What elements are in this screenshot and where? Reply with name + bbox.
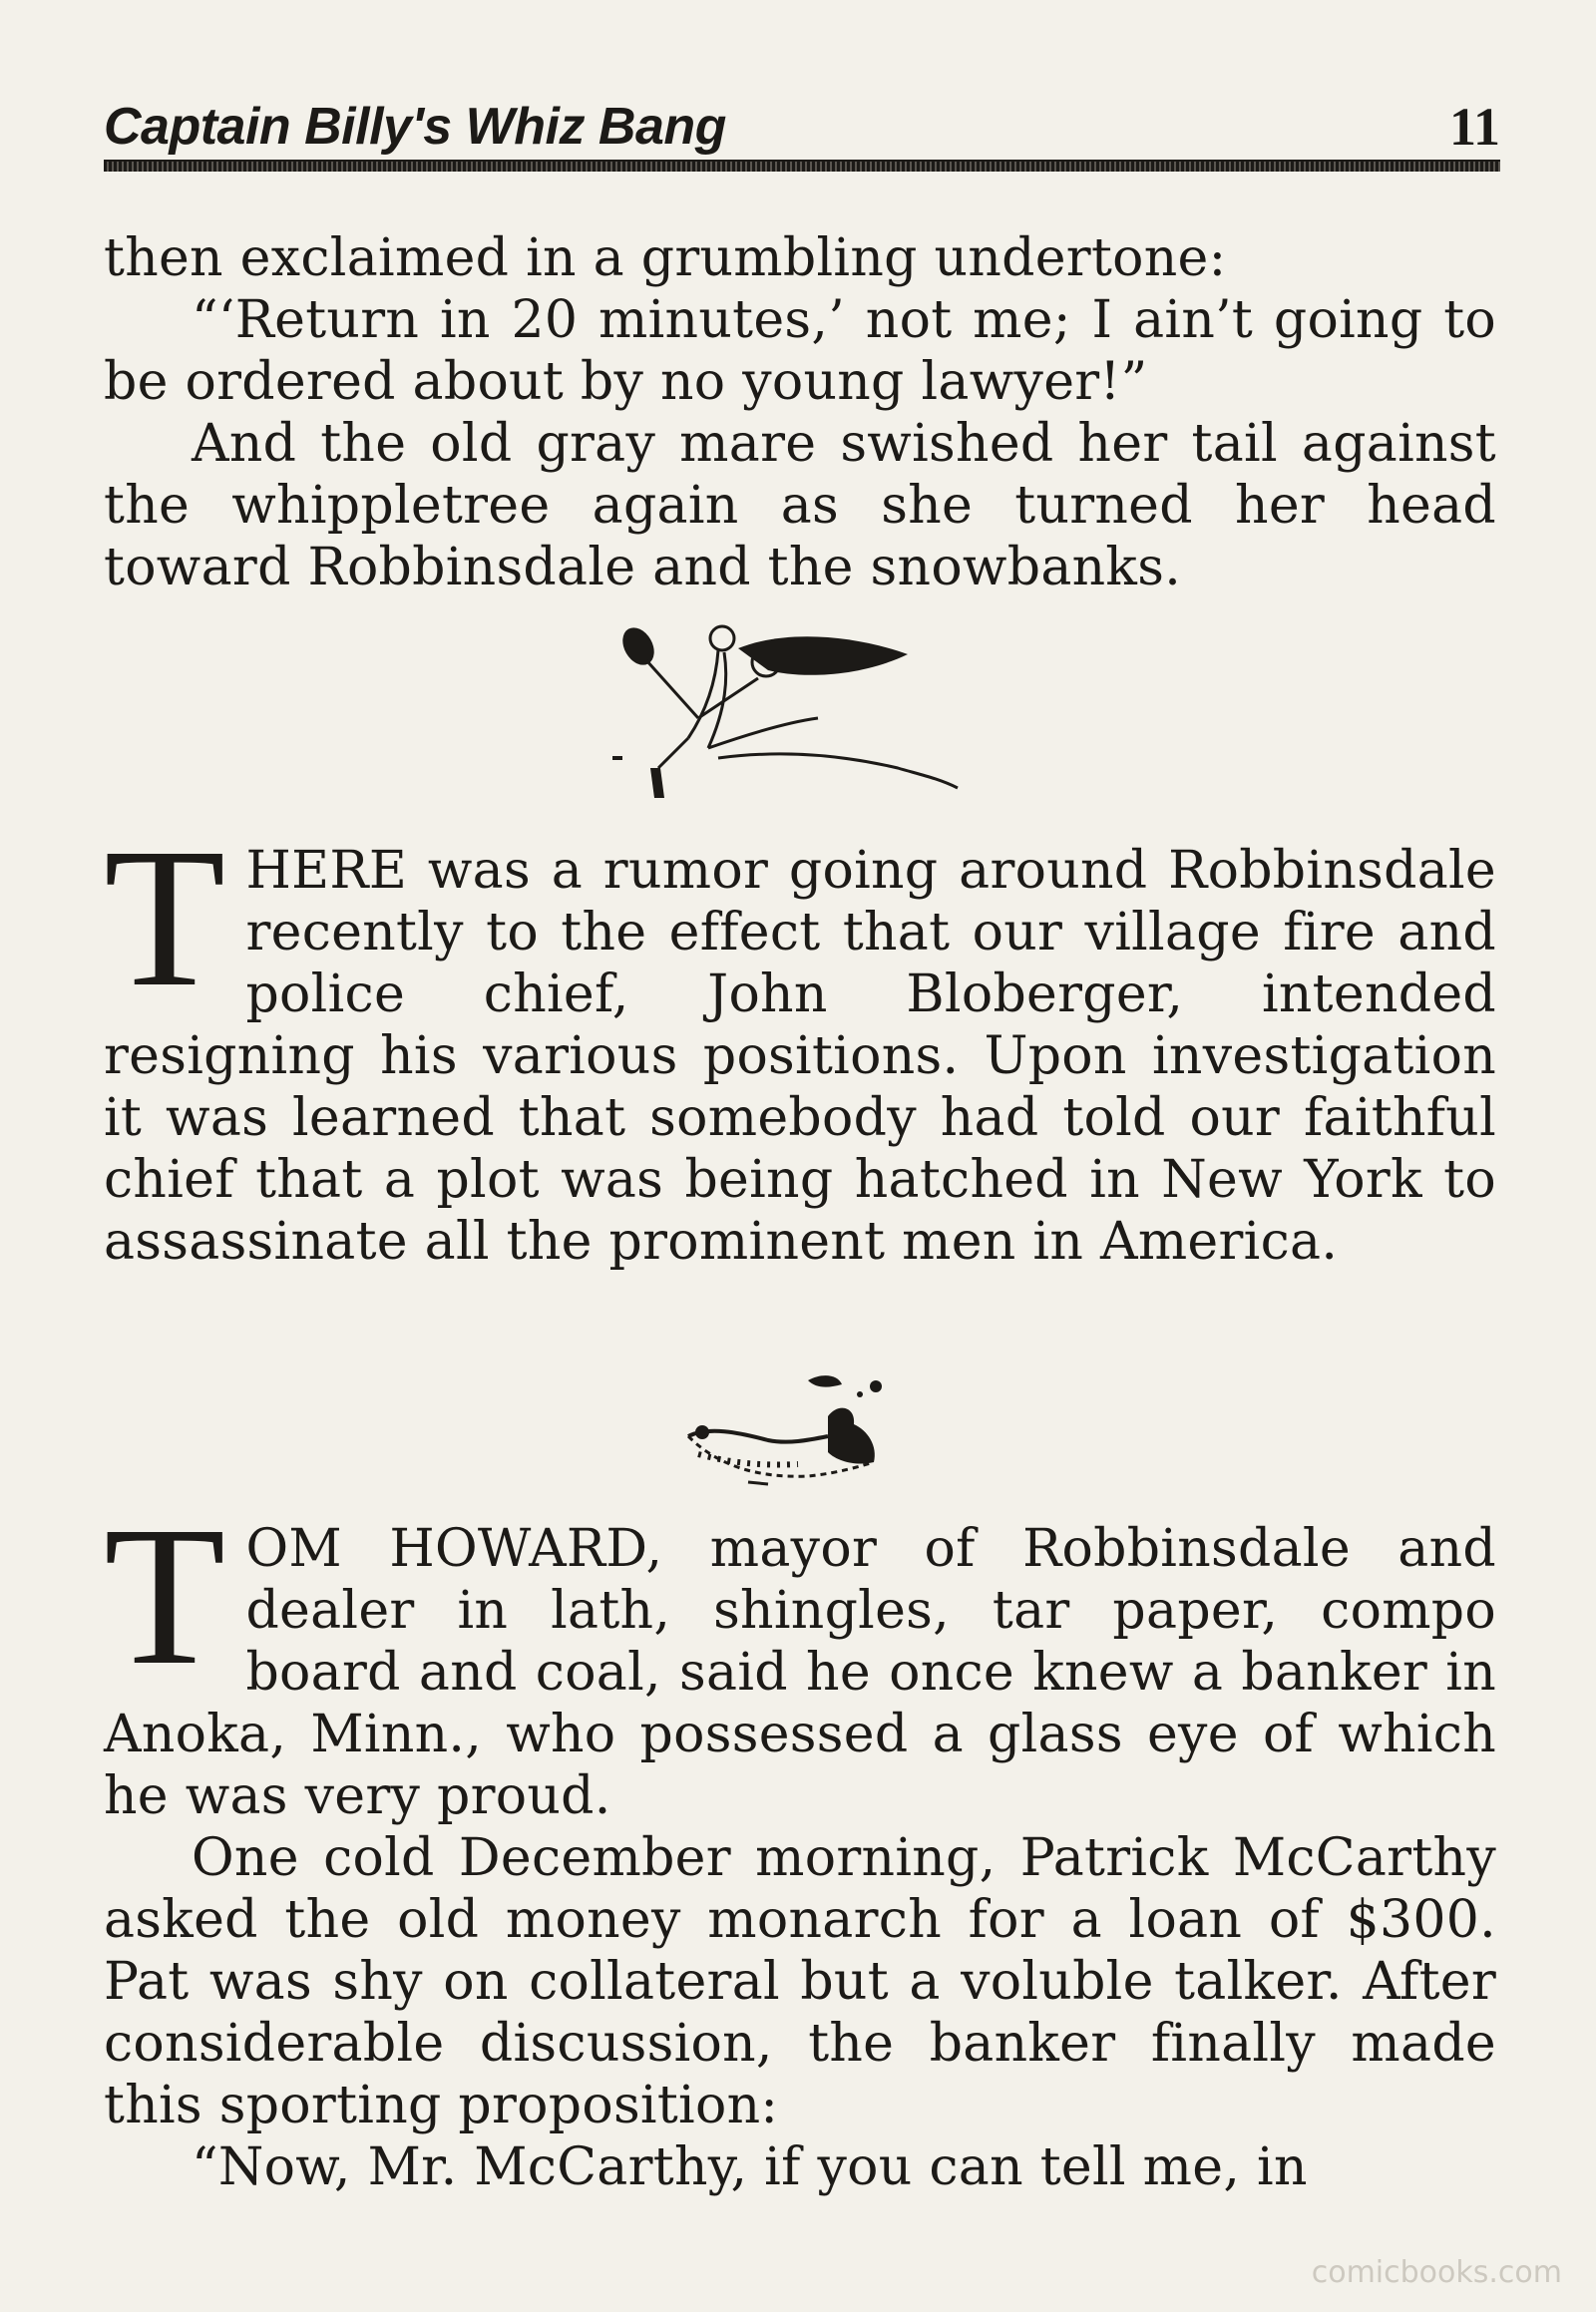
rumor-story: [104, 808, 1496, 1273]
howard-paragraph: [104, 1486, 1496, 1827]
watermark: comicbooks.com: [1311, 2255, 1562, 2290]
lead-word: HERE: [245, 841, 408, 901]
grass-figures-illustration: [678, 1366, 918, 1496]
drop-cap: T: [104, 1486, 226, 1707]
magazine-title: Captain Billy's Whiz Bang: [104, 98, 726, 156]
drop-cap: T: [104, 808, 226, 1028]
rumor-text: was a rumor going around Robbinsdale recently to the effect that our village fire and police chief, John Bloberger, intended resigning his various positions. Upon investigation it was learned that somebody had told our faithful chief that a plot was being hatched in New York to assassinate all the prominent men in America.: [104, 841, 1496, 1272]
running-header: [104, 92, 1500, 162]
fairy-racket-illustration: [598, 618, 998, 818]
howard-text: mayor of Robbinsdale and dealer in lath, shingles, tar paper, compo board and coal, said he once knew a banker in Anoka, Minn., who possessed a glass eye of which he was very proud.: [104, 1519, 1496, 1826]
continued-closing: And the old gray mare swished her tail against the whippletree again as she turned her head toward Robbinsdale and the snowbanks.: [104, 414, 1496, 597]
page-number: 11: [1448, 97, 1500, 157]
howard-story: [104, 1486, 1496, 2198]
howard-paragraph-3: “Now, Mr. McCarthy, if you can tell me, in: [192, 2137, 1308, 2197]
continued-story: [104, 227, 1496, 598]
continued-quote: “‘Return in 20 minutes,’ not me; I ain’t going to be ordered about by no young lawyer!”: [104, 290, 1496, 412]
howard-paragraph-2: One cold December morning, Patrick McCarthy asked the old money monarch for a loan of $300. Pat was shy on collateral but a voluble talker. After considerable discussion, the banker finally made this sporting proposition:: [104, 1828, 1496, 2135]
header-rule: [104, 160, 1500, 172]
continued-line: then exclaimed in a grumbling undertone:: [104, 228, 1227, 288]
rumor-paragraph: [104, 808, 1496, 1273]
lead-word: OM HOWARD,: [245, 1519, 663, 1579]
